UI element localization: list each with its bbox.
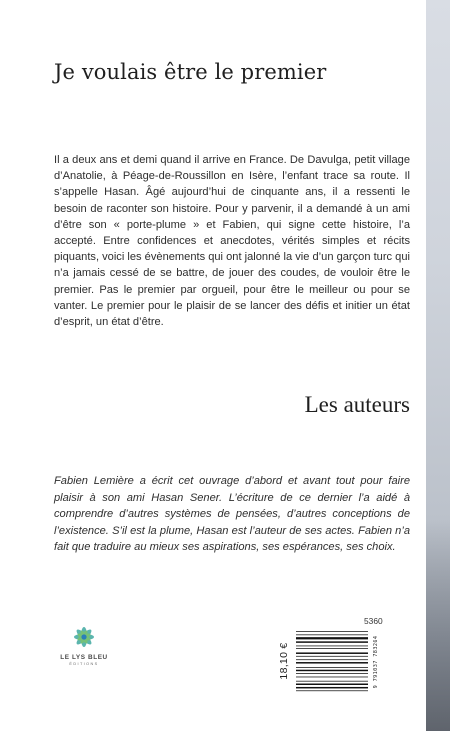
lotus-flower-icon [69,622,99,652]
barcode-bar [296,662,368,664]
authors-heading: Les auteurs [304,392,410,417]
barcode-bar [296,659,368,660]
isbn-text: 9 791037 783264 [373,635,379,689]
authors-description: Fabien Lemière a écrit cet ouvrage d’abord et avant tout pour faire plaisir à son ami Hasan Sener. L’écriture de ce dernier l’a aidé à comprendre d’autres systèmes de pensées, d’autres conceptions de l’existence. S’il est la plume, Hasan est l’auteur de ses actes. Fabien n’a fait que traduire au mieux ses aspirations, ses espérances, ses choix. [54,475,410,554]
barcode-bar [296,652,368,654]
barcode-bar [296,673,368,674]
price-label [274,628,294,694]
barcode-bar [296,670,368,672]
barcode-bar [296,681,368,682]
isbn-barcode [296,630,374,696]
barcode-bar [296,648,368,649]
book-title: Je voulais être le premier [54,60,327,84]
price-text: 18,10 € [278,642,290,680]
barcode-bar [296,667,368,668]
barcode-bars [296,630,368,696]
isbn-number [370,630,382,694]
barcode-bar [296,656,368,657]
barcode-bar [296,684,368,686]
barcode-bar [296,690,368,691]
barcode-bar [296,687,368,689]
barcode-bar [296,631,368,632]
barcode-bar [296,646,368,647]
book-summary: Il a deux ans et demi quand il arrive en France. De Davulga, petit village d’Anatolie, à Péage-de-Roussillon en Isère, l’enfant trace sa route. Il s’appelle Hasan. Âgé aujourd’hui de cinquante ans, il a ressenti le besoin de raconter son histoire. Pour y parvenir, il a demandé à un ami d’être son « porte-plume » et Fabien, qui signe cette histoire, l’a accepté. Entre confidences et anecdotes, vérités simples et récits piquants, voici les évènements qui ont jalonné la vie d’un garçon turc qui n’a jamais cessé de se battre, de jouer des coudes, de vouloir être le premier. Pas le premier par orgueil, pour être le meilleur ou pour se vanter. Le premier pour le plaisir de se lancer des défis et initier un état d’esprit, un état d’être. [54,154,410,329]
product-code: 5360 [364,616,383,626]
barcode-bar [296,634,368,635]
publisher-logo [54,622,114,666]
barcode-bar [296,641,368,643]
publisher-subtitle: ÉDITIONS [69,662,99,666]
barcode-bar [296,677,368,678]
cover-edge-shadow [426,520,450,731]
barcode-bar [296,637,368,639]
publisher-name: LE LYS BLEU [60,654,108,661]
